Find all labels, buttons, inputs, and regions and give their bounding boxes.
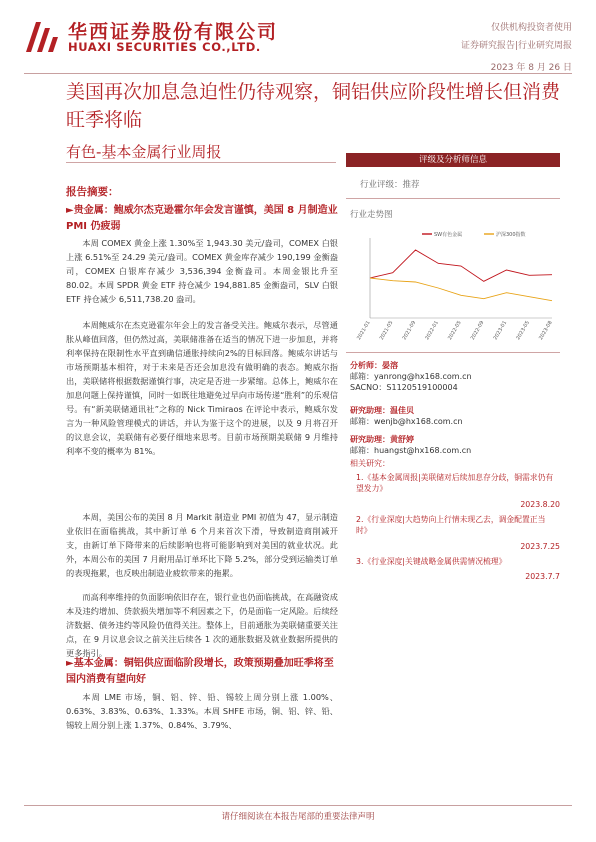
legal-disclaimer-link[interactable]: 请仔细阅读在本报告尾部的重要法律声明	[221, 812, 375, 822]
paragraph-precious-1: 本周 COMEX 黄金上涨 1.30%至 1,943.30 美元/盎司，COMEX 白银上涨 6.51%至 24.29 美元/盎司。COMEX 黄金库存减少 190,199 金衡盎司，COMEX 白银库存减少 3,536,394 金衡盎司。本周金银比升至 80.02。本周 SPDR 黄金 ETF 持仓减少 194,881.85 金衡盎司，SLV 白银 ETF 持仓减少 6,511,738.20 盎司。	[66, 238, 338, 304]
analyst-3-name: 研究助理：黄舒婷	[350, 435, 414, 444]
analyst-3-email[interactable]: 邮箱：huangst@hx168.com.cn	[350, 446, 472, 455]
related-item-3[interactable]: 3.《行业深度|关键战略金属供需情况梳理》	[356, 557, 507, 566]
page-subtitle: 有色-基本金属行业周报	[66, 143, 222, 161]
audience-note: 仅供机构投资者使用	[490, 23, 572, 33]
related-item-1-date: 2023.8.20	[520, 500, 560, 509]
analyst-2-name: 研究助理：温佳贝	[350, 406, 414, 415]
x-tick-label: 2023-01	[492, 320, 509, 342]
report-category: 证券研究报告|行业研究周报	[460, 41, 572, 51]
footer-divider	[24, 805, 572, 806]
analyst-1-name: 分析师：晏溶	[350, 361, 398, 370]
legend-entry: 沪深300指数	[496, 232, 526, 238]
page-title: 美国再次加息急迫性仍待观察，铜铝供应阶段性增长但消费旺季将临	[66, 81, 561, 131]
paragraph-base-1: 本周 LME 市场，铜、铝、锌、铅、锡较上周分别上涨 1.00%、0.63%、3.83%、0.63%、1.33%。本周 SHFE 市场，铜、铝、锌、铅、锡较上周分别上涨 1.37%、0.84%、3.79%、	[66, 692, 338, 730]
x-tick-label: 2022-05	[447, 320, 463, 342]
legend-entry: SW有色金属	[434, 232, 463, 238]
x-tick-label: 2023-08	[538, 320, 554, 342]
series-line-csi300	[370, 278, 552, 301]
brand-name-en: HUAXI SECURITIES CO.,LTD.	[68, 40, 261, 54]
related-item-2[interactable]: 2.《行业深度|大趋势向上行情未现乙去，调金配置正当时》	[356, 515, 546, 535]
sidebar-divider-2	[346, 352, 560, 353]
section-heading-base-metals: ►基本金属：铜铝供应面临阶段增长，政策预期叠加旺季将至国内消费有望向好	[66, 658, 334, 685]
industry-trend-chart	[352, 226, 558, 348]
paragraph-precious-2: 本周鲍威尔在杰克逊霍尔年会上的发言备受关注。鲍威尔表示，尽管通胀从峰值回落，但仍然过高，美联储准备在适当的情况下进一步加息，并将利率保持在限制性水平直到确信通胀持续向2%的目标回落。鲍威尔讲话与市场预期基本相符，对于未来是否还会加息没有做明确的表态。鲍威尔指出，美联储将根据数据谨慎行事，决定是否进一步紧缩。总体上，鲍威尔在加息问题上保持谨慎，同时一如既往地避免过早向市场传递“胜利”的乐观信号。有“新美联储通讯社”之称的 Nick Timiraos 在评论中表示，鲍威尔发言为一种风险管理模式的讲话，并认为鉴于这个的进展，以及 9 月将召开的议息会议，美联储有必要仔细地来思考。目前市场预期美联储 9 月维持利率不变的概率为 81%。	[66, 320, 338, 456]
related-item-3-date: 2023.7.7	[525, 572, 560, 581]
summary-heading: 报告摘要：	[66, 186, 119, 198]
analyst-1-sacno: SACNO：S1120519100004	[350, 383, 458, 392]
sidebar-divider-1	[346, 198, 560, 199]
related-research-title: 相关研究：	[350, 459, 390, 468]
rating-section-bar: 评级及分析师信息	[346, 153, 560, 167]
paragraph-precious-4: 而高利率维持的负面影响依旧存在，银行业也仍面临挑战，在高融资成本及违约增加、贷款损失增加等不利因素之下，仍是面临一定风险。后续经济数据、债务违约等风险仍值得关注。整体上，目前通胀为美联储重要关注点，在 9 月议息会议之前关注后续各 1 次的通胀数据及就业数据所提供的更多指引。	[66, 592, 338, 658]
company-logo-icon	[24, 20, 60, 54]
brand-name-cn: 华西证券股份有限公司	[68, 21, 279, 43]
x-tick-label: 2021-05	[378, 320, 395, 342]
x-tick-label: 2023-05	[515, 320, 531, 342]
analyst-2-email[interactable]: 邮箱：wenjb@hx168.com.cn	[350, 417, 463, 426]
title-divider	[66, 162, 336, 163]
x-tick-label: 2021-09	[401, 320, 418, 342]
section-heading-precious-metals: ►贵金属：鲍威尔杰克逊霍尔年会发言谨慎，美国 8 月制造业 PMI 仍疲弱	[66, 205, 338, 232]
related-item-2-date: 2023.7.25	[520, 542, 560, 551]
x-tick-label: 2022-01	[424, 320, 440, 342]
x-tick-label: 2022-09	[469, 320, 486, 342]
header-divider	[24, 73, 572, 74]
trend-chart-title: 行业走势图	[350, 210, 393, 220]
industry-rating: 行业评级：推荐	[360, 180, 420, 190]
report-date: 2023 年 8 月 26 日	[490, 63, 572, 73]
paragraph-precious-3: 本周，美国公布的美国 8 月 Markit 制造业 PMI 初值为 47，显示制造业依旧在面临挑战，其中新订单 6 个月来首次下滑，导致制造商削减开支，由新订单下降带来的后续影响也将可能影响到对美国的就业状况。此外，本周公布的美国 7 月耐用品订单环比下降 5.2%，部分受到运输类订单的表现拖累，也反映出制造业疲软带来的拖累。	[66, 512, 338, 578]
series-line-sw-nonferrous	[370, 250, 552, 281]
x-tick-label: 2021-01	[356, 320, 372, 342]
related-item-1[interactable]: 1.《基本金属周报|美联储对后续加息存分歧，铜需求仍有望发力》	[356, 473, 554, 493]
analyst-1-email[interactable]: 邮箱：yanrong@hx168.com.cn	[350, 372, 472, 381]
